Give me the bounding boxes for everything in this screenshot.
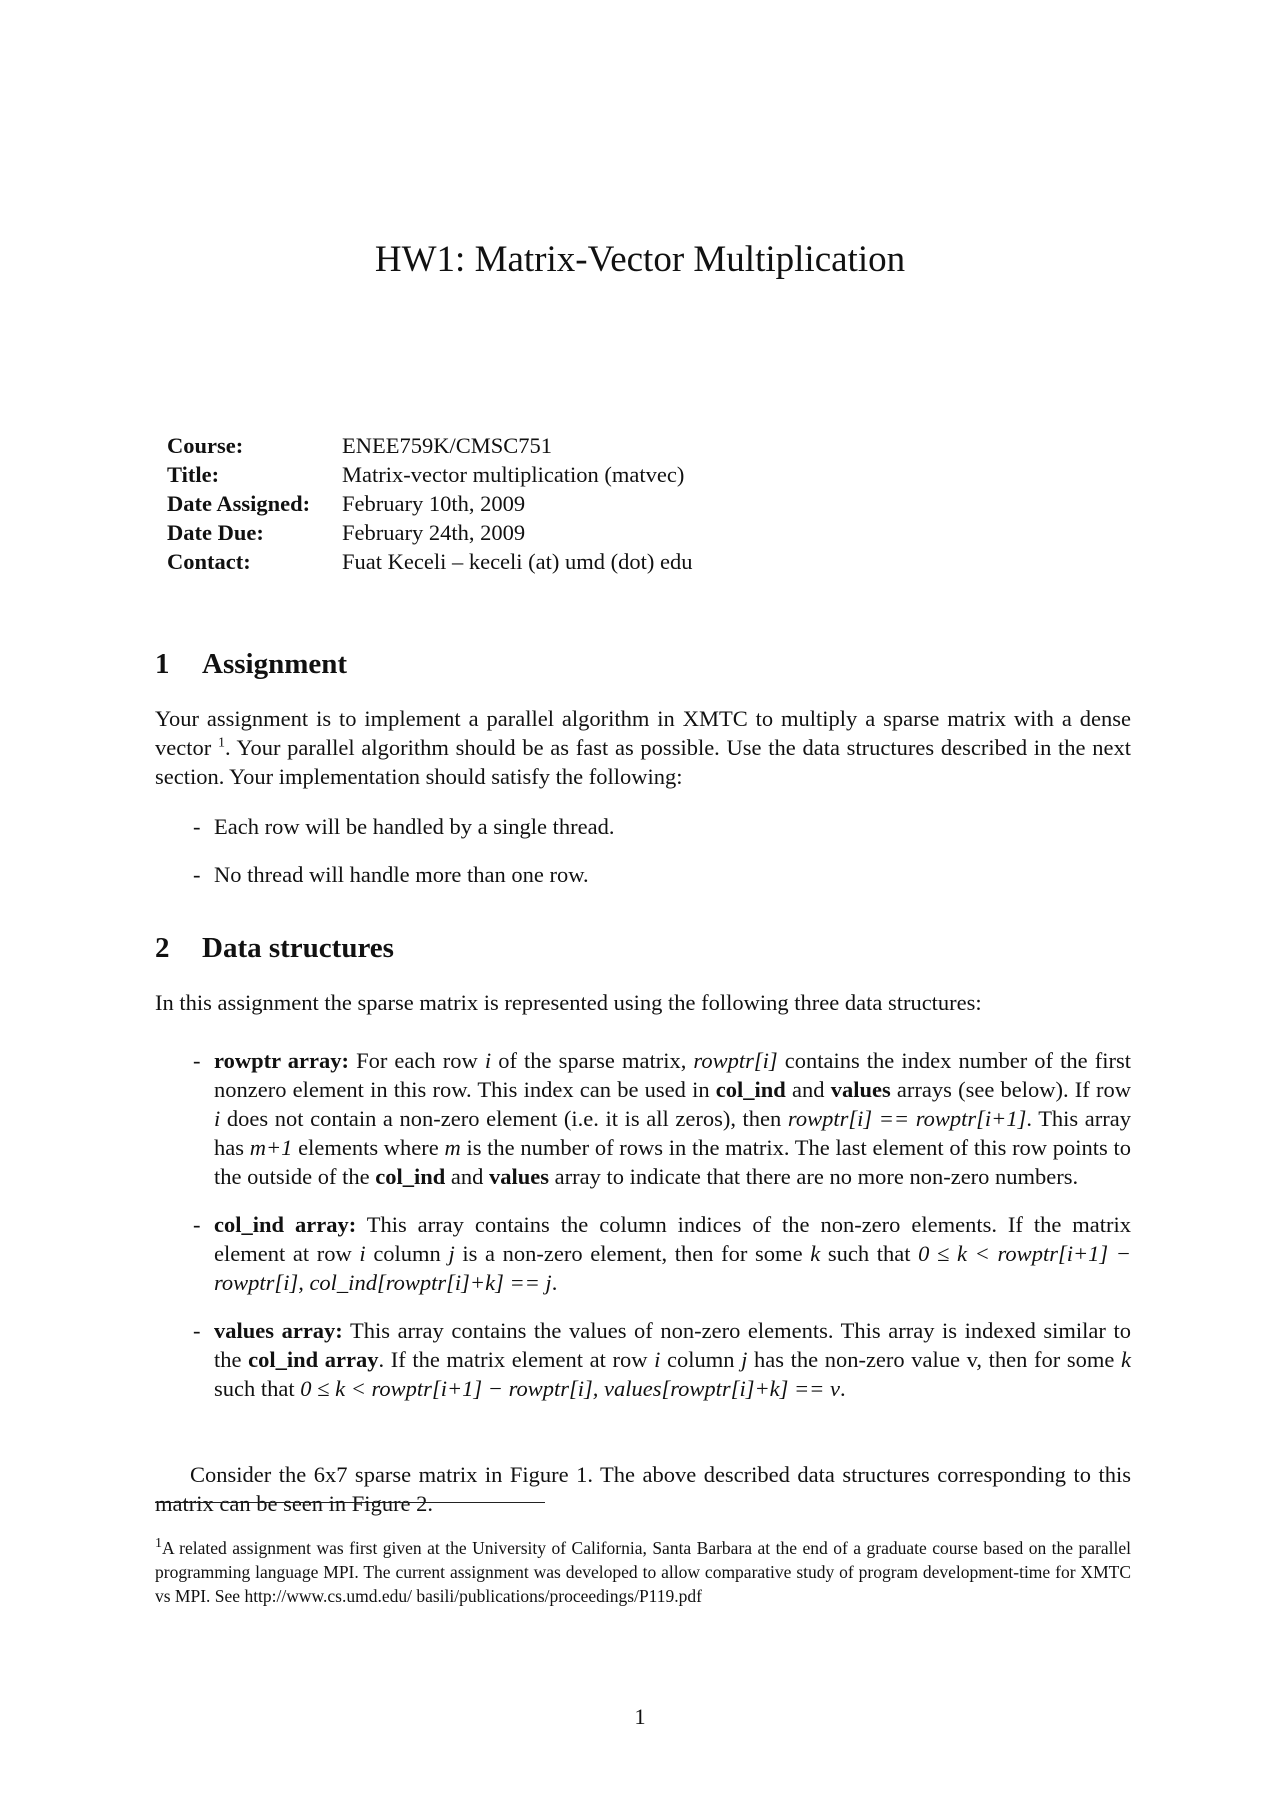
rowptr-text: and [785,1077,831,1102]
values-text: column [660,1347,742,1372]
title-label: Title: [167,462,220,487]
list-item-rowptr [193,1046,1131,1191]
values-text: such that [214,1376,301,1401]
course-value: ENEE759K/CMSC751 [342,433,553,458]
assignment-paragraph [155,704,1131,791]
math-i: i [214,1106,221,1131]
bullet-dash: - [193,1318,201,1343]
requirement-text: Each row will be handled by a single thread. [214,814,615,839]
values-term: values array: [214,1318,343,1343]
math-m: m [444,1135,461,1160]
info-row-title [167,460,693,489]
math-rowptr-i: rowptr[i] [693,1048,778,1073]
math-m-plus-1: m+1 [249,1135,293,1160]
footnote-rule [155,1502,545,1503]
col-ind-term: col_ind array: [214,1212,357,1237]
section-1-number: 1 [155,648,170,680]
col-ind-text: . [551,1270,558,1295]
list-item-col-ind [193,1210,1131,1297]
math-k: k [810,1241,821,1266]
math-i: i [654,1347,661,1372]
rowptr-text: For each row [348,1048,485,1073]
rowptr-text: and [445,1164,489,1189]
info-row-course [167,431,693,460]
rowptr-text: . This array has [214,1106,1132,1160]
values-bold: values [830,1077,891,1102]
footnote-mark: 1 [155,1536,162,1552]
col-ind-bold: col_ind [715,1077,786,1102]
footnote [155,1536,1131,1608]
info-row-date-due [167,518,693,547]
page-title: HW1: Matrix-Vector Multiplication [374,239,906,280]
col-ind-text: is a non-zero element, then for some [454,1241,811,1266]
rowptr-text: elements where [292,1135,445,1160]
list-item [193,812,1131,841]
rowptr-term: rowptr array: [214,1048,349,1073]
values-text: . If the matrix element at row [378,1347,655,1372]
math-i: i [359,1241,366,1266]
section-1-title: Assignment [202,648,348,680]
bullet-dash: - [193,862,201,887]
values-text: has the non-zero value v, then for some [747,1347,1121,1372]
col-ind-array-bold: col_ind array [248,1347,379,1372]
rowptr-text: does not contain a non-zero element (i.e. it is all zeros), then [220,1106,788,1131]
course-label: Course: [167,433,244,458]
assignment-text-1: Your assignment is to implement a parallel algorithm in XMTC to multiply a sparse matrix with a dense vector [155,706,1131,760]
list-item-values [193,1316,1131,1403]
info-row-contact [167,547,693,576]
date-assigned-label: Date Assigned: [167,491,311,516]
info-row-date-assigned [167,489,693,518]
rowptr-text: arrays (see below). If row [890,1077,1131,1102]
bullet-dash: - [193,814,201,839]
math-values-condition: 0 ≤ k < rowptr[i+1] − rowptr[i], values[rowptr[i]+k] == v [300,1376,840,1401]
title-value: Matrix-vector multiplication (matvec) [342,462,685,487]
data-structures-list [193,1046,1131,1403]
requirement-text: No thread will handle more than one row. [214,862,589,887]
math-j: j [741,1347,748,1372]
requirements-list [193,812,1131,889]
footnote-reference[interactable]: 1 [217,735,225,751]
date-assigned-value: February 10th, 2009 [342,491,526,516]
values-bold: values [489,1164,550,1189]
assignment-info-table [167,431,693,576]
consider-paragraph: Consider the 6x7 sparse matrix in Figure 1. The above described data structures corresponding to this matrix can be seen in Figure 2. [155,1462,1131,1516]
values-text: . [839,1376,846,1401]
section-2-number: 2 [155,932,170,964]
date-due-label: Date Due: [167,520,264,545]
math-i: i [484,1048,492,1073]
contact-value: Fuat Keceli – keceli (at) umd (dot) edu [342,549,693,574]
values-text: This array contains the values of non-zero elements. This array is indexed similar to the [214,1318,1131,1372]
col-ind-text: such that [820,1241,919,1266]
contact-label: Contact: [167,549,251,574]
math-k: k [1120,1347,1131,1372]
col-ind-bold: col_ind [375,1164,446,1189]
col-ind-text: This array contains the column indices of the non-zero elements. If the matrix element at row [214,1212,1132,1266]
math-rowptr-equality: rowptr[i] == rowptr[i+1] [787,1106,1027,1131]
section-2-heading [155,932,394,965]
section-2-title: Data structures [202,932,394,964]
rowptr-text: is the number of rows in the matrix. The last element of this row points to the outside of the [214,1135,1131,1189]
math-col-ind-condition: 0 ≤ k < rowptr[i+1] − rowptr[i], col_ind[rowptr[i]+k] == j [214,1241,1131,1295]
bullet-dash: - [193,1212,201,1237]
data-structures-intro: In this assignment the sparse matrix is represented using the following three data structures: [155,990,982,1015]
list-item [193,860,1131,889]
section-1-heading [155,648,347,681]
date-due-value: February 24th, 2009 [342,520,526,545]
bullet-dash: - [193,1048,201,1073]
col-ind-text: column [365,1241,449,1266]
assignment-text-2: . Your parallel algorithm should be as fast as possible. Use the data structures described in the next section. Your implementation should satisfy the following: [155,735,1131,789]
rowptr-text: of the sparse matrix, [491,1048,694,1073]
rowptr-text: array to indicate that there are no more non-zero numbers. [549,1164,1079,1189]
math-j: j [448,1241,455,1266]
rowptr-text: contains the index number of the first nonzero element in this row. This index can be used in [214,1048,1131,1102]
page-number: 1 [634,1704,646,1729]
footnote-text: A related assignment was first given at the University of California, Santa Barbara at the end of a graduate course based on the parallel programming language MPI. The current assignment was developed to allow comparative study of program development-time for XMTC vs MPI. See http://www.cs.umd.edu/ basili/publications/proceedings/P119.pdf [155,1538,1131,1606]
